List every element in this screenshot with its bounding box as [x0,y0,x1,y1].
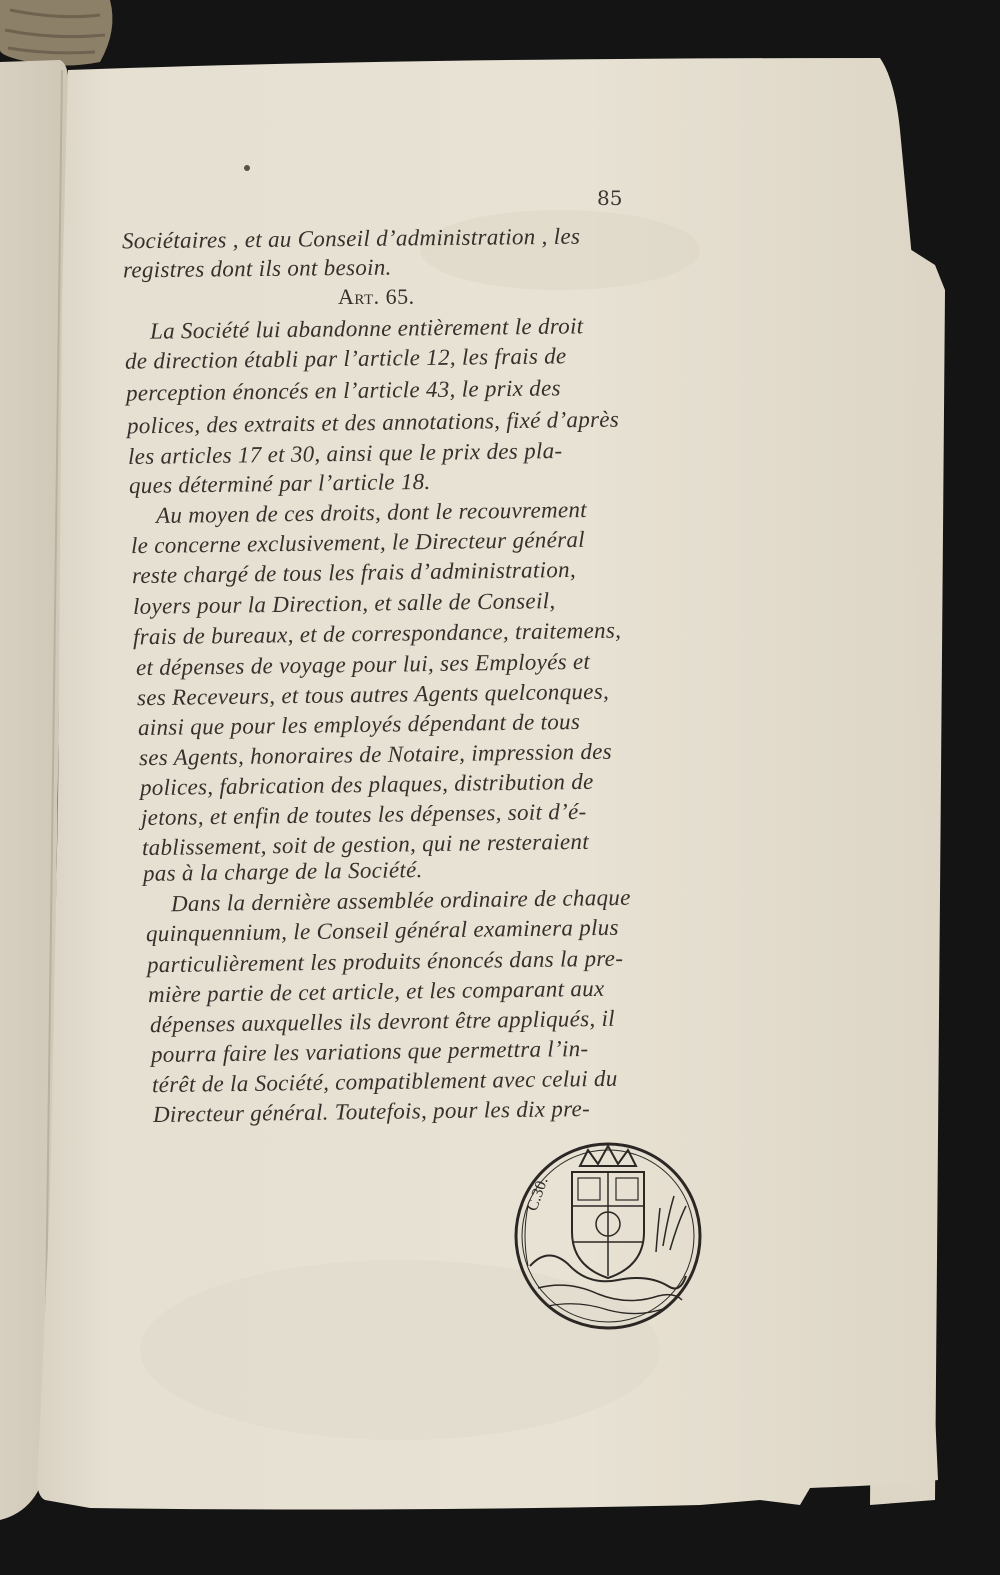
text-line: de direction établi par l’article 12, les frais de [124,343,567,374]
text-line: polices, des extraits et des annotations, fixé d’après [126,406,620,439]
text-line: Au moyen de ces droits, dont le recouvrement [155,496,588,529]
text-line: perception énoncés en l’article 43, le prix des [125,375,561,406]
text-line: térêt de la Société, compatiblement avec celui du [151,1065,618,1098]
text-line: ses Agents, honoraires de Notaire, impression des [138,738,613,771]
text-line: Sociétaires , et au Conseil d’administration , les [121,223,581,254]
text-line: et dépenses de voyage pour lui, ses Employés et [135,648,591,681]
text-line: ainsi que pour les employés dépendant de tous [137,708,581,741]
stamp-mark: C.30. [523,1174,552,1214]
text-line: Directeur général. Toutefois, pour les dix pre- [152,1095,591,1128]
text-line: polices, fabrication des plaques, distribution de [139,768,594,801]
text-line: mière partie de cet article, et les comparant aux [147,975,605,1008]
text-line: Dans la dernière assemblée ordinaire de chaque [170,884,631,917]
text-line: loyers pour la Direction, et salle de Conseil, [132,588,556,619]
text-line: particulièrement les produits énoncés dans la pre- [146,945,624,978]
text-line: ques déterminé par l’article 18. [128,468,431,499]
text-line: ses Receveurs, et tous autres Agents quelconques, [136,678,610,711]
text-line: quinquennium, le Conseil général examinera plus [145,914,619,947]
text-line: pourra faire les variations que permettra l’in- [150,1035,589,1068]
text-line: le concerne exclusivement, le Directeur général [130,526,586,559]
text-line: La Société lui abandonne entièrement le droit [149,313,584,344]
text-line: dépenses auxquelles ils devront être appliqués, il [149,1005,616,1038]
text-line: registres dont ils ont besoin. [122,254,392,283]
text-line: pas à la charge de la Société. [142,857,423,886]
page-number: 85 [597,186,623,210]
text-line: frais de bureaux, et de correspondance, traitemens, [132,617,622,650]
text-line: reste chargé de tous les frais d’administration, [131,556,577,589]
text-line: tablissement, soit de gestion, qui ne resteraient [141,828,590,861]
text-line: les articles 17 et 30, ainsi que le prix des pla- [127,437,563,470]
article-heading: Art. 65. [338,284,415,309]
text-line: jetons, et enfin de toutes les dépenses, soit d’é- [140,798,587,831]
